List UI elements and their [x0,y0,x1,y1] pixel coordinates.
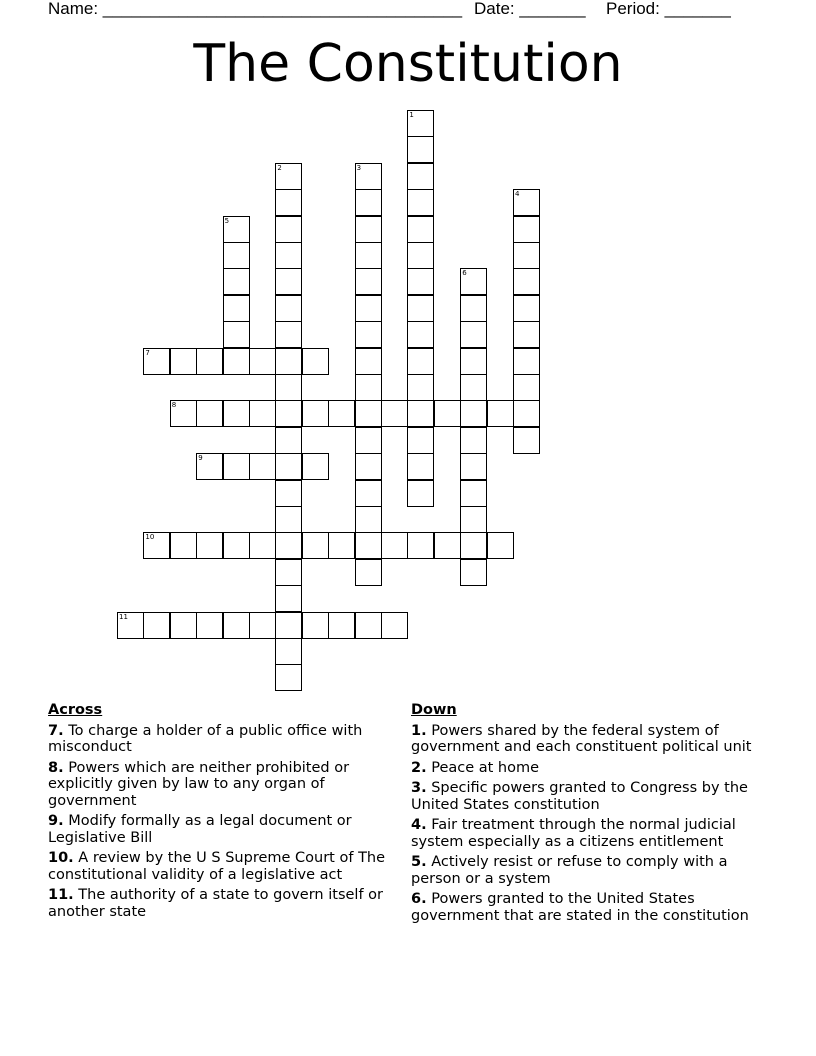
clue-text: To charge a holder of a public office with misconduct [48,722,363,755]
name-field[interactable]: Name: ______________________________________ [48,0,463,18]
crossword-cell[interactable] [355,242,382,269]
crossword-cell[interactable] [249,612,276,639]
crossword-cell[interactable] [275,163,302,190]
clue-text: Powers shared by the federal system of government and each constituent political unit [411,722,752,755]
crossword-cell[interactable] [460,532,487,559]
crossword-cell[interactable] [355,348,382,375]
clue-text: The authority of a state to govern itself or another state [48,887,383,920]
clue-number: 6. [411,891,427,907]
cell-number: 1 [409,111,414,119]
crossword-cell[interactable] [170,532,197,559]
crossword-cell[interactable] [513,321,540,348]
crossword-cell[interactable] [355,216,382,243]
across-clue [48,723,400,756]
crossword-cell[interactable] [223,348,250,375]
crossword-cell[interactable] [196,532,223,559]
crossword-cell[interactable] [275,585,302,612]
crossword-cell[interactable] [143,532,170,559]
crossword-cell[interactable] [275,189,302,216]
crossword-cell[interactable] [460,480,487,507]
crossword-cell[interactable] [460,400,487,427]
crossword-cell[interactable] [355,559,382,586]
clue-number: 11. [48,887,74,903]
crossword-cell[interactable] [513,189,540,216]
crossword-cell[interactable] [355,321,382,348]
down-clue [411,780,771,813]
crossword-cell[interactable] [513,348,540,375]
crossword-cell[interactable] [223,268,250,295]
crossword-cell[interactable] [407,480,434,507]
cell-number: 7 [145,348,150,357]
cell-number: 3 [356,163,362,172]
clue-number: 7. [48,722,64,739]
crossword-cell[interactable] [275,400,302,427]
crossword-cell[interactable] [275,321,302,348]
crossword-cell[interactable] [355,532,382,559]
crossword-cell[interactable] [196,453,223,480]
crossword-cell[interactable] [223,612,250,639]
cell-number: 11 [119,612,128,621]
crossword-cell[interactable] [487,400,514,427]
crossword-cell[interactable] [275,348,302,375]
crossword-cell[interactable] [302,612,329,639]
crossword-cell[interactable] [355,480,382,507]
crossword-cell[interactable] [355,506,382,533]
crossword-cell[interactable] [302,400,329,427]
crossword-cell[interactable] [355,453,382,480]
clue-text: Powers which are neither prohibited or explicitly given by law to any organ of government [48,759,350,809]
crossword-cell[interactable] [407,216,434,243]
crossword-cell[interactable] [407,110,434,137]
page-title: The Constitution [193,34,623,94]
crossword-cell[interactable] [170,400,197,427]
crossword-cell[interactable] [275,480,302,507]
crossword-cell[interactable] [407,163,434,190]
crossword-cell[interactable] [460,268,487,295]
crossword-cell[interactable] [275,216,302,243]
crossword-cell[interactable] [223,295,250,322]
crossword-cell[interactable] [196,348,223,375]
crossword-cell[interactable] [328,400,355,427]
crossword-cell[interactable] [407,532,434,559]
crossword-cell[interactable] [513,400,540,427]
clue-number: 1. [411,722,427,739]
across-clue [48,887,400,920]
clue-number: 4. [411,817,427,833]
clue-number: 10. [48,850,74,866]
crossword-cell[interactable] [407,136,434,163]
crossword-cell[interactable] [328,532,355,559]
crossword-cell[interactable] [302,453,329,480]
crossword-cell[interactable] [223,400,250,427]
cell-number: 10 [145,533,155,542]
crossword-cell[interactable] [460,559,487,586]
clue-text: A review by the U S Supreme Court of The constitutional validity of a legislative act [48,850,386,883]
clue-number: 5. [411,854,427,870]
crossword-cell[interactable] [223,453,250,480]
across-heading: Across [48,702,103,718]
crossword-cell[interactable] [460,321,487,348]
crossword-cell[interactable] [223,321,250,348]
crossword-cell[interactable] [407,374,434,401]
crossword-cell[interactable] [355,268,382,295]
cell-number: 8 [171,401,177,410]
crossword-cell[interactable] [513,242,540,269]
across-clue [48,760,400,810]
clue-text: Actively resist or refuse to comply with a person or a system [411,854,728,887]
down-clue [411,723,771,756]
down-clue [411,760,771,777]
crossword-cell[interactable] [487,532,514,559]
crossword-cell[interactable] [275,242,302,269]
crossword-cell[interactable] [407,268,434,295]
crossword-cell[interactable] [275,532,302,559]
clue-text: Modify formally as a legal document or Legislative Bill [48,813,352,846]
crossword-cell[interactable] [223,532,250,559]
crossword-cell[interactable] [275,453,302,480]
crossword-cell[interactable] [170,612,197,639]
clue-number: 9. [48,813,64,829]
crossword-cell[interactable] [513,295,540,322]
crossword-cell[interactable] [407,189,434,216]
crossword-cell[interactable] [275,295,302,322]
cell-number: 5 [224,216,230,225]
crossword-cell[interactable] [407,453,434,480]
date-field[interactable]: Date: _______ [474,0,586,18]
clue-number: 8. [48,759,64,776]
crossword-cell[interactable] [513,216,540,243]
crossword-cell[interactable] [249,348,276,375]
crossword-cell[interactable] [460,506,487,533]
crossword-cell[interactable] [275,506,302,533]
cell-number: 6 [462,269,467,278]
crossword-cell[interactable] [249,532,276,559]
clue-number: 3. [411,780,427,796]
crossword-cell[interactable] [381,400,408,427]
crossword-cell[interactable] [275,664,302,691]
down-heading: Down [411,702,457,718]
crossword-cell[interactable] [302,348,329,375]
crossword-cell[interactable] [407,242,434,269]
crossword-cell[interactable] [223,242,250,269]
crossword-cell[interactable] [407,400,434,427]
crossword-cell[interactable] [275,559,302,586]
crossword-cell[interactable] [143,612,170,639]
crossword-cell[interactable] [275,374,302,401]
crossword-cell[interactable] [275,427,302,454]
crossword-cell[interactable] [196,400,223,427]
crossword-cell[interactable] [249,400,276,427]
crossword-cell[interactable] [223,216,250,243]
crossword-cell[interactable] [355,163,382,190]
crossword-cell[interactable] [170,348,197,375]
clue-text: Powers granted to the United States government that are stated in the constitution [411,891,749,924]
crossword-cell[interactable] [249,453,276,480]
crossword-cell[interactable] [117,612,144,639]
crossword-cell[interactable] [407,321,434,348]
clue-text: Peace at home [431,759,540,776]
down-clue [411,854,771,887]
crossword-cell[interactable] [143,348,170,375]
clue-text: Fair treatment through the normal judicial system especially as a citizens entitlement [411,817,736,850]
across-clues-section [48,702,400,924]
crossword-cell[interactable] [196,612,223,639]
crossword-cell[interactable] [355,400,382,427]
crossword-cell[interactable] [434,400,461,427]
crossword-cell[interactable] [407,427,434,454]
across-clue [48,850,400,883]
crossword-cell[interactable] [460,295,487,322]
crossword-cell[interactable] [275,638,302,665]
cell-number: 4 [515,190,520,199]
clue-text: Specific powers granted to Congress by the United States constitution [411,780,748,813]
crossword-cell[interactable] [275,268,302,295]
crossword-cell[interactable] [355,374,382,401]
crossword-cell[interactable] [513,268,540,295]
crossword-cell[interactable] [513,427,540,454]
crossword-cell[interactable] [381,612,408,639]
down-clue [411,891,771,924]
across-clue [48,813,400,846]
clue-number: 2. [411,759,427,776]
crossword-cell[interactable] [355,295,382,322]
down-clue [411,817,771,850]
crossword-cell[interactable] [460,374,487,401]
crossword-cell[interactable] [381,532,408,559]
crossword-cell[interactable] [513,374,540,401]
crossword-cell[interactable] [355,427,382,454]
period-field[interactable]: Period: _______ [606,0,731,18]
down-clues-section [411,702,771,928]
crossword-cell[interactable] [302,532,329,559]
crossword-cell[interactable] [407,348,434,375]
crossword-cell[interactable] [460,427,487,454]
crossword-cell[interactable] [355,189,382,216]
crossword-cell[interactable] [460,348,487,375]
crossword-cell[interactable] [328,612,355,639]
crossword-cell[interactable] [275,612,302,639]
crossword-cell[interactable] [355,612,382,639]
crossword-cell[interactable] [407,295,434,322]
crossword-cell[interactable] [434,532,461,559]
cell-number: 9 [198,454,203,463]
cell-number: 2 [277,163,282,172]
crossword-cell[interactable] [460,453,487,480]
